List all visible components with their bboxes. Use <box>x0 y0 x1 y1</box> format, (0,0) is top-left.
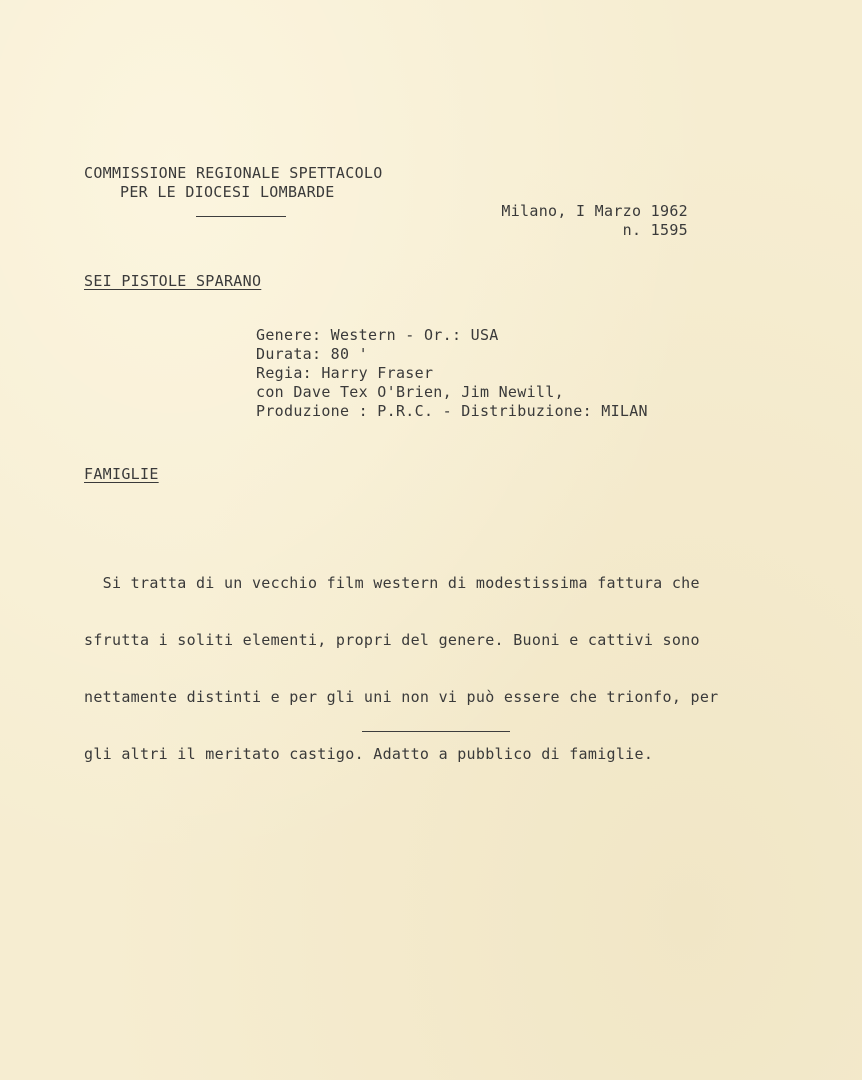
review-line: gli altri il meritato castigo. Adatto a pubblico di famiglie. <box>84 745 654 763</box>
review-text <box>84 536 744 802</box>
film-detail-production: Produzione : P.R.C. - Distribuzione: MILAN <box>256 402 648 420</box>
review-line: nettamente distinti e per gli uni non vi può essere che trionfo, per <box>84 688 719 706</box>
film-detail-genre: Genere: Western - Or.: USA <box>256 326 499 344</box>
document-number: n. 1595 <box>622 221 688 239</box>
review-line: sfrutta i soliti elementi, propri del genere. Buoni e cattivi sono <box>84 631 700 649</box>
film-detail-director: Regia: Harry Fraser <box>256 364 434 382</box>
review-line: Si tratta di un vecchio film western di modestissima fattura che <box>84 574 700 592</box>
film-title: SEI PISTOLE SPARANO <box>84 272 262 290</box>
film-detail-cast: con Dave Tex O'Brien, Jim Newill, <box>256 383 564 401</box>
film-detail-duration: Durata: 80 ' <box>256 345 368 363</box>
header-rule <box>196 216 286 217</box>
org-name-line1: COMMISSIONE REGIONALE SPETTACOLO <box>84 164 383 182</box>
closing-rule <box>362 731 510 732</box>
org-name-line2: PER LE DIOCESI LOMBARDE <box>120 183 335 201</box>
place-date: Milano, I Marzo 1962 <box>501 202 688 220</box>
classification-label: FAMIGLIE <box>84 465 159 483</box>
